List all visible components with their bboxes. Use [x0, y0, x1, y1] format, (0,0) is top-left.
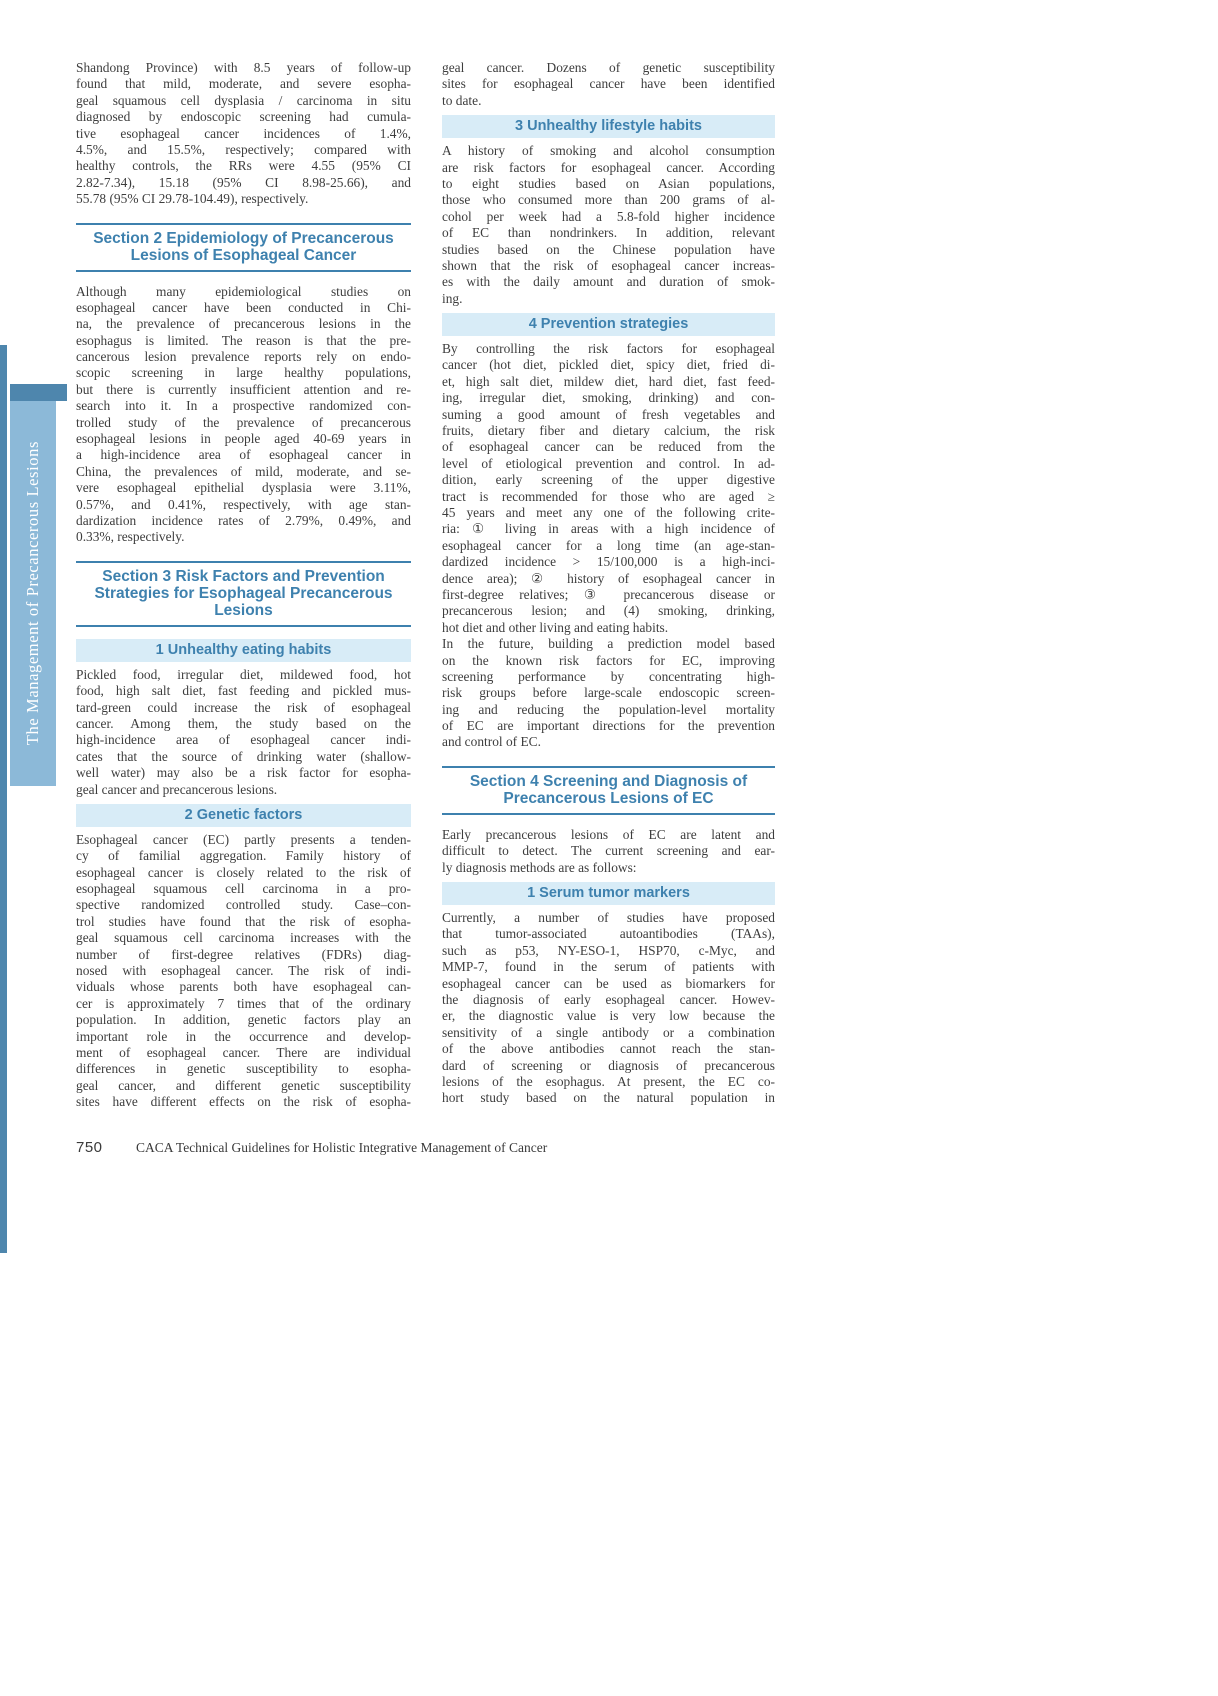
text-line: well water) may also be a risk factor for esopha-	[76, 765, 411, 781]
text-line: esophageal squamous cell carcinoma in a pro-	[76, 881, 411, 897]
text-line: but there is currently insufficient attention and re-	[76, 381, 411, 397]
text-line: et, high salt diet, mildew diet, hard diet, fast feed-	[442, 373, 775, 389]
text-line: fruits, dietary fiber and dietary calcium, the risk	[442, 423, 775, 439]
text-line: of the above antibodies cannot reach the stan-	[442, 1041, 775, 1057]
text-line: esophageal lesions in people aged 40-69 years in	[76, 431, 411, 447]
paragraph-genetic-factors	[76, 832, 411, 1111]
text-line: cer is approximately 7 times that of the ordinary	[76, 995, 411, 1011]
text-line: lesions of the esophagus. At present, the EC co-	[442, 1073, 775, 1089]
text-line: geal cancer, and different genetic susceptibility	[76, 1077, 411, 1093]
text-line: vere esophageal epithelial dysplasia were 3.11%,	[76, 480, 411, 496]
text-line: sites have different effects on the risk of esopha-	[76, 1094, 411, 1110]
text-line: trolled study of the prevalence of precancerous	[76, 414, 411, 430]
subheading-unhealthy-eating-habits: 1 Unhealthy eating habits	[76, 639, 411, 662]
text-line: high-incidence area of esophageal cancer indi-	[76, 732, 411, 748]
text-line: dard of screening or diagnosis of precancerous	[442, 1057, 775, 1073]
text-line: sensitivity of a single antibody or a combination	[442, 1024, 775, 1040]
text-line: and control of EC.	[442, 734, 541, 750]
text-line: healthy controls, the RRs were 4.55 (95% CI	[76, 158, 411, 174]
text-line: esophageal cancer is closely related to the risk of	[76, 864, 411, 880]
text-line: geal squamous cell carcinoma increases with the	[76, 930, 411, 946]
text-line: dardized incidence > 15/100,000 is a high-inci-	[442, 554, 775, 570]
text-line: food, high salt diet, fast feeding and pickled mus-	[76, 683, 411, 699]
text-line: such as p53, NY-ESO-1, HSP70, c-Myc, and	[442, 942, 775, 958]
text-line: viduals whose parents both have esophageal can-	[76, 979, 411, 995]
text-line: ing.	[442, 290, 463, 306]
text-line: Although many epidemiological studies on	[76, 283, 411, 299]
text-line: of EC are important directions for the prevention	[442, 718, 775, 734]
text-line: China, the prevalences of mild, moderate, and se-	[76, 463, 411, 479]
text-line: the diagnosis of early esophageal cancer. Howev-	[442, 991, 775, 1007]
page-number: 750	[76, 1139, 103, 1156]
text-line: scopic screening in large healthy populations,	[76, 365, 411, 381]
paragraph-serum-tumor-markers	[442, 910, 775, 1107]
text-line: tract is recommended for those who are aged ≥	[442, 488, 775, 504]
section-3-heading	[76, 561, 411, 627]
text-line: tard-green could increase the risk of esophageal	[76, 699, 411, 715]
text-line: Section 2 Epidemiology of Precancerous	[93, 229, 394, 247]
text-line: Currently, a number of studies have proposed	[442, 910, 775, 926]
text-line: risk groups before large-scale endoscopic screen-	[442, 685, 775, 701]
text-line: that tumor-associated autoantibodies (TAAs),	[442, 926, 775, 942]
text-line: shown that the risk of esophageal cancer increas-	[442, 257, 775, 273]
text-line: ly diagnosis methods are as follows:	[442, 859, 637, 875]
text-line: Lesions of Esophageal Cancer	[130, 246, 357, 264]
text-line: cohol per week had a 5.8-fold higher incidence	[442, 208, 775, 224]
text-line: ing, irregular diet, smoking, drinking) and con-	[442, 390, 775, 406]
text-line: Section 3 Risk Factors and Prevention	[102, 567, 385, 585]
subheading-prevention-strategies: 4 Prevention strategies	[442, 313, 775, 336]
text-line: ment of esophageal cancer. There are individual	[76, 1044, 411, 1060]
text-line: hort study based on the natural population in	[442, 1090, 775, 1106]
text-line: first-degree relatives; ③ precancerous disease or	[442, 586, 775, 602]
paragraph-epidemiology	[76, 284, 411, 546]
text-line: Esophageal cancer (EC) partly presents a tenden-	[76, 831, 411, 847]
text-line: 0.33%, respectively.	[76, 529, 185, 545]
text-line: Shandong Province) with 8.5 years of follow-up	[76, 60, 411, 75]
subheading-genetic-factors: 2 Genetic factors	[76, 804, 411, 827]
text-line: sites for esophageal cancer have been identified	[442, 76, 775, 92]
text-line: cancer (hot diet, pickled diet, spicy diet, fried di-	[442, 357, 775, 373]
text-line: na, the prevalence of precancerous lesions in the	[76, 316, 411, 332]
text-line: esophageal cancer have been conducted in Chi-	[76, 299, 411, 315]
chapter-sidebar	[10, 401, 56, 786]
text-line: are risk factors for esophageal cancer. According	[442, 159, 775, 175]
text-line: MMP-7, found in the serum of patients with	[442, 959, 775, 975]
text-line: of esophageal cancer can be reduced from the	[442, 439, 775, 455]
text-line: precancerous lesion; and (4) smoking, drinking,	[442, 603, 775, 619]
paragraph-screening-intro	[442, 827, 775, 876]
text-line: cancerous lesion prevalence reports rely on endo-	[76, 349, 411, 365]
text-line: of EC than nondrinkers. In addition, relevant	[442, 225, 775, 241]
text-line: 55.78 (95% CI 29.78-104.49), respectively.	[76, 191, 309, 207]
text-line: esophageal cancer can be used as biomarkers for	[442, 975, 775, 991]
text-line: suming a good amount of fresh vegetables and	[442, 406, 775, 422]
paragraph-followup-results	[76, 60, 411, 208]
section-4-heading	[442, 766, 775, 815]
page-footer	[0, 1139, 1218, 1161]
text-line: Pickled food, irregular diet, mildewed food, hot	[76, 666, 411, 682]
text-line: level of etiological prevention and control. In ad-	[442, 455, 775, 471]
text-line: to eight studies based on Asian populations,	[442, 175, 775, 191]
chapter-sidebar-cap	[10, 384, 67, 401]
text-line: population. In addition, genetic factors play an	[76, 1012, 411, 1028]
text-line: differences in genetic susceptibility to esopha-	[76, 1061, 411, 1077]
text-line: those who consumed more than 200 grams of al-	[442, 192, 775, 208]
text-line: screening performance by concentrating high-	[442, 668, 775, 684]
section-2-heading	[76, 223, 411, 272]
text-line: tive esophageal cancer incidences of 1.4%,	[76, 125, 411, 141]
text-line: studies based on the Chinese population have	[442, 241, 775, 257]
text-line: Lesions	[214, 601, 273, 619]
text-line: es with the daily amount and duration of smok-	[442, 274, 775, 290]
text-line: on the known risk factors for EC, improving	[442, 652, 775, 668]
chapter-title-vertical: The Management of Precancerous Lesions	[23, 441, 42, 746]
text-line: dence area); ② history of esophageal cancer in	[442, 570, 775, 586]
text-line: 0.57%, and 0.41%, respectively, with age stan-	[76, 496, 411, 512]
text-line: Strategies for Esophageal Precancerous	[94, 584, 393, 602]
subheading-unhealthy-lifestyle-habits: 3 Unhealthy lifestyle habits	[442, 115, 775, 138]
text-line: to date.	[442, 92, 482, 108]
text-line: ing and reducing the population-level mortality	[442, 701, 775, 717]
paragraph-prediction-model	[442, 636, 775, 751]
text-line: trol studies have found that the risk of esopha-	[76, 913, 411, 929]
text-line: 4.5%, and 15.5%, respectively; compared with	[76, 141, 411, 157]
text-line: dardization incidence rates of 2.79%, 0.49%, and	[76, 512, 411, 528]
footer-running-title: CACA Technical Guidelines for Holistic Integrative Management of Cancer	[136, 1140, 548, 1155]
text-line: spective randomized controlled study. Case–con-	[76, 897, 411, 913]
text-line: 45 years and meet any one of the following crite-	[442, 504, 775, 520]
text-line: important role in the occurrence and develop-	[76, 1028, 411, 1044]
paragraph-genetic-factors-continued	[442, 60, 775, 109]
text-line: esophageal cancer for a long time (an age-stan-	[442, 537, 775, 553]
text-line: cancer. Among them, the study based on the	[76, 715, 411, 731]
text-line: nosed with esophageal cancer. The risk of indi-	[76, 963, 411, 979]
text-line: By controlling the risk factors for esophageal	[442, 341, 775, 357]
text-line: Section 4 Screening and Diagnosis of	[469, 772, 748, 790]
text-line: er, the diagnostic value is very low because the	[442, 1008, 775, 1024]
paragraph-eating-habits	[76, 667, 411, 798]
text-line: cy of familial aggregation. Family history of	[76, 848, 411, 864]
text-line: ria: ① living in areas with a high incidence of	[442, 521, 775, 537]
text-line: geal squamous cell dysplasia / carcinoma in situ	[76, 92, 411, 108]
subheading-serum-tumor-markers: 1 Serum tumor markers	[442, 882, 775, 905]
text-line: diagnosed by endoscopic screening had cumula-	[76, 109, 411, 125]
text-line: In the future, building a prediction model based	[442, 636, 775, 652]
text-line: 2.82-7.34), 15.18 (95% CI 8.98-25.66), and	[76, 174, 411, 190]
left-column	[76, 60, 411, 1111]
paragraph-lifestyle-habits	[442, 143, 775, 307]
text-line: hot diet and other living and eating habits.	[442, 619, 669, 635]
text-line: Early precancerous lesions of EC are latent and	[442, 826, 775, 842]
text-line: geal cancer and precancerous lesions.	[76, 781, 278, 797]
page-edge-stripe	[0, 345, 7, 1253]
text-line: dition, early screening of the upper digestive	[442, 472, 775, 488]
text-line: difficult to detect. The current screening and ear-	[442, 843, 775, 859]
right-column	[442, 60, 775, 1107]
text-line: found that mild, moderate, and severe esopha-	[76, 76, 411, 92]
text-line: a high-incidence area of esophageal cancer in	[76, 447, 411, 463]
text-line: A history of smoking and alcohol consumption	[442, 143, 775, 159]
paragraph-prevention-strategies	[442, 341, 775, 636]
text-line: esophagus is limited. The reason is that the pre-	[76, 332, 411, 348]
text-line: number of first-degree relatives (FDRs) diag-	[76, 946, 411, 962]
text-line: geal cancer. Dozens of genetic susceptibility	[442, 60, 775, 75]
text-line: Precancerous Lesions of EC	[503, 789, 714, 807]
text-line: search into it. In a prospective randomized con-	[76, 398, 411, 414]
text-line: cates that the source of drinking water (shallow-	[76, 748, 411, 764]
